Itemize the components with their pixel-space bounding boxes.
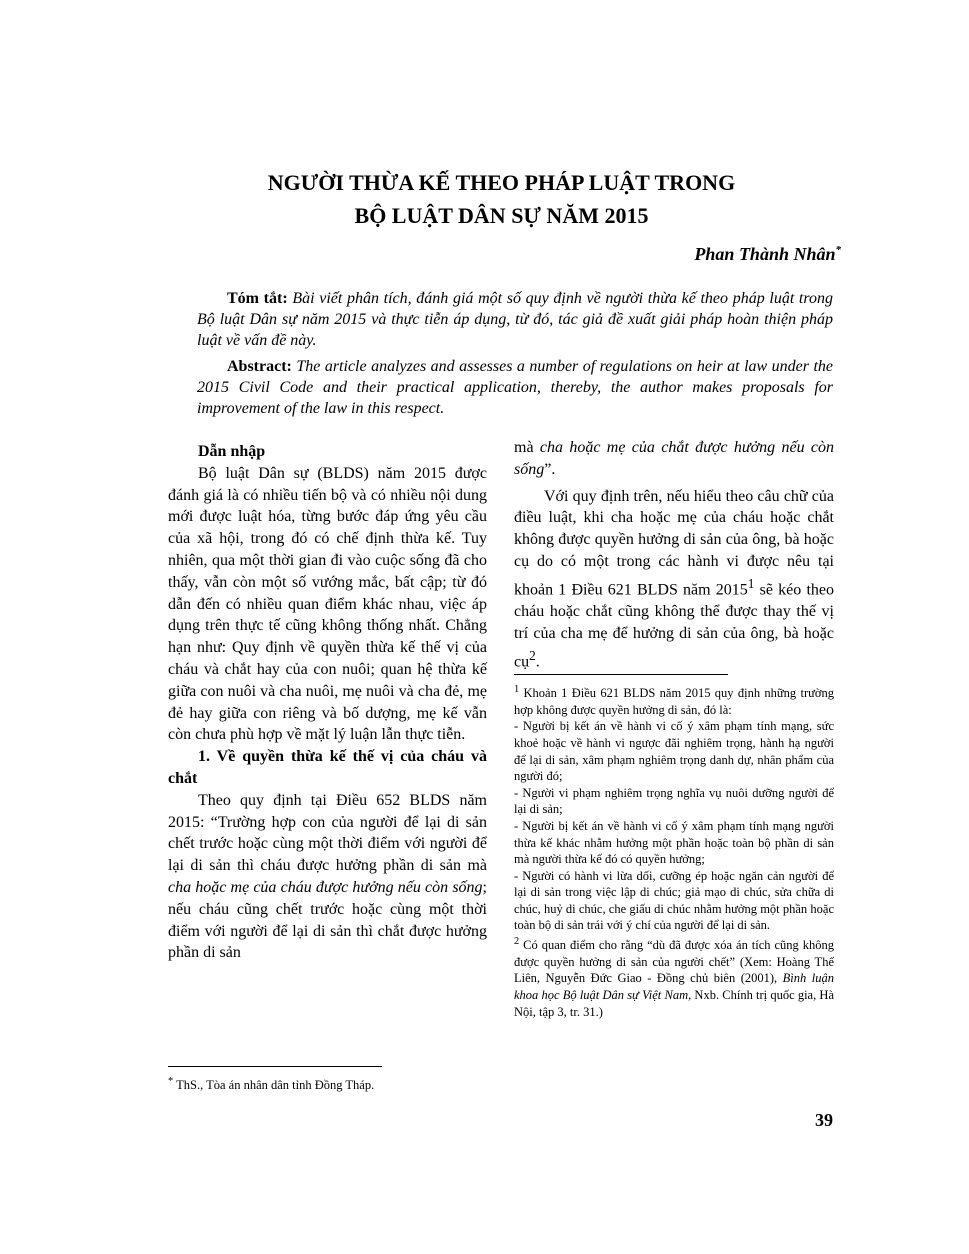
footnote-2-text-c: , Nxb. Chính trị quốc gia, Hà Nội, tập 3, tr. 31.) bbox=[514, 988, 834, 1019]
footnote-ref-1[interactable]: 1 bbox=[747, 575, 755, 591]
author-note-mark: * bbox=[168, 1076, 174, 1087]
footnote-2-text-a: Có quan điểm cho rằng “dù đã được xóa án tích cũng không được quyền hưởng di sản của người chết” (Xem: Hoàng Thế Liên, Nguyễn Đức Giao - Đồng chủ biên (2001), bbox=[514, 938, 834, 986]
footnote-1 bbox=[514, 682, 834, 718]
para2-end: . bbox=[535, 652, 540, 670]
footnotes-block bbox=[514, 682, 834, 1020]
author-name: Phan Thành Nhân bbox=[694, 244, 836, 264]
footnote-1-item: - Người bị kết án về hành vi cố ý xâm phạm tính mạng, sức khoẻ hoặc về hành vi ngược đãi nghiêm trọng, hành hạ người để lại di sản, xâm phạm nghiêm trọng danh dự, nhân phẩm của người đó; bbox=[514, 719, 834, 784]
title-line-1: NGƯỜI THỪA KẾ THEO PHÁP LUẬT TRONG bbox=[267, 170, 736, 195]
footnote-author bbox=[168, 1074, 487, 1094]
footnote-ref-2[interactable]: 2 bbox=[529, 647, 536, 663]
article-title bbox=[0, 166, 969, 232]
footnote-2 bbox=[514, 934, 834, 1020]
summary-vi-text: Bài viết phân tích, đánh giá một số quy định về người thừa kế theo pháp luật trong Bộ luật Dân sự năm 2015 và thực tiễn áp dụng, từ đó, tác giả đề xuất giải pháp hoàn thiện pháp luật về vấn đề này. bbox=[197, 290, 834, 349]
para1-text-italic: cha hoặc mẹ của cháu được hưởng nếu còn sống bbox=[168, 878, 483, 896]
heading-intro: Dẫn nhập bbox=[198, 443, 266, 460]
footnote-1-number: 1 bbox=[514, 684, 520, 695]
footnote-divider-left bbox=[168, 1066, 382, 1067]
section-1-paragraph bbox=[168, 790, 487, 964]
footnote-1-item: - Người vi phạm nghiêm trọng nghĩa vụ nuôi dưỡng người để lại di sản; bbox=[514, 785, 834, 817]
para2-text-b: sẽ kéo theo cháu hoặc chắt cũng không thể được thay thế vị trí của cha mẹ để hưởng di sản của ông, bà hoặc cụ bbox=[514, 581, 834, 670]
footnote-divider-right bbox=[514, 674, 728, 675]
para1-text-a: Theo quy định tại Điều 652 BLDS năm 2015: “Trường hợp con của người để lại di sản chết trước hoặc cùng một thời điểm với người để lại di sản thì cháu được hưởng phần di sản mà bbox=[168, 791, 487, 875]
cont-text-italic: cha hoặc mẹ của chắt được hưởng nếu còn sống bbox=[514, 439, 835, 478]
author-footnote-mark[interactable]: * bbox=[835, 244, 841, 256]
author-byline bbox=[694, 244, 841, 265]
heading-section-1: 1. Về quyền thừa kế thế vị của cháu và chắt bbox=[168, 748, 487, 787]
summary-en-label: Abstract: bbox=[227, 358, 292, 375]
cont-text-c: ”. bbox=[544, 460, 556, 478]
summary-english bbox=[197, 356, 833, 419]
footnote-2-book-title: Bình luận khoa học Bộ luật Dân sự Việt Nam bbox=[514, 971, 834, 1002]
paragraph-2 bbox=[514, 486, 834, 673]
footnote-1-item: - Người có hành vi lừa dối, cưỡng ép hoặc ngăn cản người để lại di sản trong việc lập di chúc; giả mạo di chúc, sửa chữa di chúc, huỷ di chúc, che giấu di chúc nhằm hưởng một phần hoặc toàn bộ di sản trái với ý chí của người để lại di sản. bbox=[514, 868, 834, 933]
summary-vietnamese bbox=[197, 288, 833, 351]
left-column bbox=[168, 441, 487, 964]
footnote-2-number: 2 bbox=[514, 936, 520, 948]
summary-vi-label: Tóm tắt: bbox=[227, 290, 288, 307]
intro-paragraph: Bộ luật Dân sự (BLDS) năm 2015 được đánh giá là có nhiều tiến bộ và có nhiều nội dung mới được luật hóa, từng bước đáp ứng yêu cầu của xã hội, trong đó có chế định thừa kế. Tuy nhiên, qua một thời gian đi vào cuộc sống đã cho thấy, vẫn còn một số vướng mắc, bất cập; từ đó dẫn đến có nhiều quan điểm khác nhau, việc áp dụng trên thực tế cũng không thống nhất. Chẳng hạn như: Quy định về quyền thừa kế thế vị của cháu và chắt hay của con nuôi; quan hệ thừa kế giữa con nuôi và cha nuôi, mẹ nuôi và cha đẻ, mẹ đẻ hay giữa con riêng và bố dượng, mẹ kế vẫn còn chưa phù hợp về mặt lý luận lẫn thực tiễn. bbox=[168, 464, 487, 744]
author-note-text: ThS., Tòa án nhân dân tỉnh Đồng Tháp. bbox=[173, 1078, 375, 1093]
summary-en-text: The article analyzes and assesses a number of regulations on heir at law under the 2015 Civil Code and their practical application, thereby, the author makes proposals for improvement of the law in this respect. bbox=[197, 358, 834, 417]
title-line-2: BỘ LUẬT DÂN SỰ NĂM 2015 bbox=[354, 203, 649, 228]
footnote-1-intro: Khoản 1 Điều 621 BLDS năm 2015 quy định những trường hợp không được quyền hưởng di sản, đó là: bbox=[514, 686, 834, 717]
continued-paragraph bbox=[514, 437, 834, 481]
para2-text-a: Với quy định trên, nếu hiểu theo câu chữ của điều luật, khi cha hoặc mẹ của cháu hoặc chắt không được quyền hưởng di sản của ông, bà hoặc cụ do có một trong các hành vi được nêu tại khoản 1 Điều 621 BLDS năm 2015 bbox=[514, 487, 834, 599]
para1-text-c: ; nếu cháu cũng chết trước hoặc cùng một thời điểm với người để lại di sản thì chắt được hưởng phần di sản bbox=[168, 878, 487, 962]
cont-text-a: mà bbox=[514, 439, 540, 456]
right-column bbox=[514, 437, 834, 673]
page-number: 39 bbox=[815, 1110, 833, 1130]
footnote-1-item: - Người bị kết án về hành vi cố ý xâm phạm tính mạng người thừa kế khác nhằm hưởng một phần hoặc toàn bộ phần di sản mà người thừa kế đó có quyền hưởng; bbox=[514, 818, 834, 867]
